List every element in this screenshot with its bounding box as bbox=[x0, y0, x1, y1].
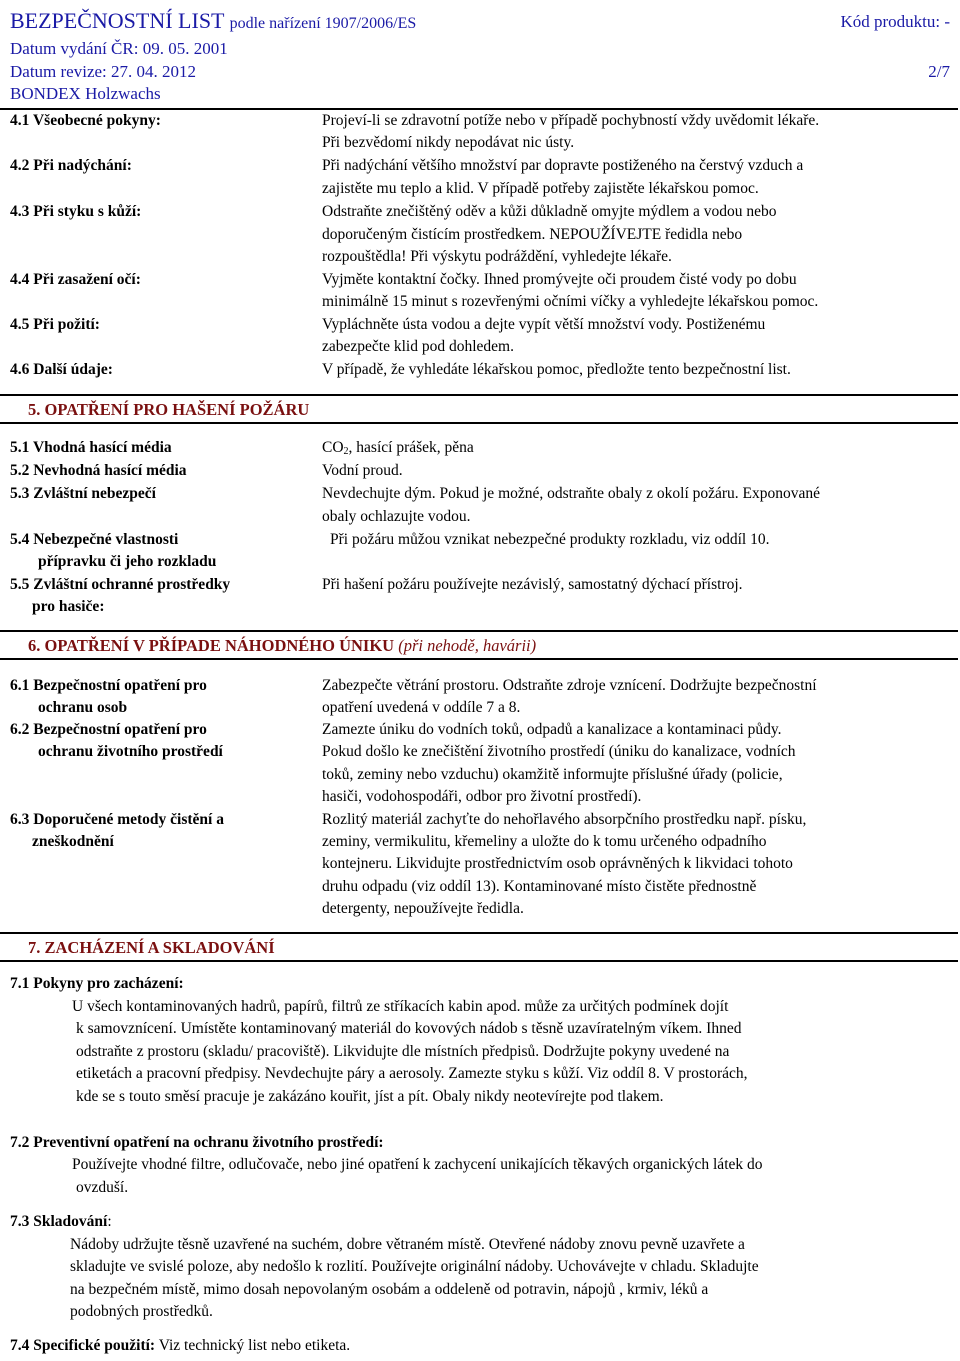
item-text: Při nadýchání většího množství par dopravte postiženého na čerstvý vzduch a bbox=[322, 157, 804, 174]
item-text: Pokud došlo ke znečištění životního prostředí (úniku do kanalizace, vodních bbox=[322, 743, 796, 760]
item-text: Vodní proud. bbox=[322, 462, 403, 479]
item-text: opatření uvedená v oddíle 7 a 8. bbox=[322, 699, 521, 716]
item-label: 4.1 Všeobecné pokyny: bbox=[10, 112, 161, 129]
item-label: 4.3 Při styku s kůží: bbox=[10, 203, 142, 220]
section-5-header bbox=[0, 394, 958, 424]
item-label: 5.3 Zvláštní nebezpečí bbox=[10, 485, 156, 502]
revision-date: Datum revize: 27. 04. 2012 bbox=[10, 62, 197, 81]
item-text: Při hašení požáru používejte nezávislý, samostatný dýchací přístroj. bbox=[322, 576, 743, 593]
item-text: obaly ochlazujte vodou. bbox=[322, 508, 471, 525]
item-text: Vyjměte kontaktní čočky. Ihned promývejte oči proudem čisté vody po dobu bbox=[322, 271, 797, 288]
paragraph-line: Používejte vhodné filtre, odlučovače, nebo jiné opatření k zachycení unikajících těkavých organických látek do bbox=[72, 1156, 763, 1173]
document-title: BEZPEČNOSTNÍ LIST podle nařízení 1907/2006/ES bbox=[10, 8, 417, 33]
item-label: 4.6 Další údaje: bbox=[10, 361, 113, 378]
paragraph-line: ovzduší. bbox=[76, 1179, 129, 1196]
item-text: Projeví-li se zdravotní potíže nebo v případě pochybností vždy uvědomit lékaře. bbox=[322, 112, 820, 129]
item-label: 6.2 Bezpečnostní opatření pro bbox=[10, 721, 207, 738]
paragraph-line: skladujte ve svislé poloze, aby nedošlo k rozlití. Používejte originální nádoby. Uchovávejte v chladu. Skladujte bbox=[70, 1258, 759, 1275]
item-label: 5.2 Nevhodná hasící média bbox=[10, 462, 187, 479]
section-7-header bbox=[0, 932, 958, 962]
item-text: Odstraňte znečištěný oděv a kůži důkladně omyjte mýdlem a vodou nebo bbox=[322, 203, 777, 220]
item-label: 4.5 Při požití: bbox=[10, 316, 100, 333]
section-7-title: 7. ZACHÁZENÍ A SKLADOVÁNÍ bbox=[28, 938, 275, 957]
item-label: ochranu osob bbox=[38, 699, 128, 716]
paragraph-line: U všech kontaminovaných hadrů, papírů, filtrů ze stříkacích kabin apod. může za určitých podmínek dojít bbox=[72, 998, 729, 1015]
item-text: Nevdechujte dým. Pokud je možné, odstraňte obaly z okolí požáru. Exponované bbox=[322, 485, 821, 502]
item-text: rozpouštědla! Při výskytu podráždění, vyhledejte lékaře. bbox=[322, 248, 672, 265]
item-text: Zamezte úniku do vodních toků, odpadů a kanalizace a kontaminaci půdy. bbox=[322, 721, 782, 738]
paragraph-line: podobných prostředků. bbox=[70, 1303, 213, 1320]
section-6-header bbox=[0, 630, 958, 660]
item-text: detergenty, nepoužívejte ředidla. bbox=[322, 900, 524, 917]
item-label: pro hasiče: bbox=[32, 598, 105, 615]
issue-date: Datum vydání ČR: 09. 05. 2001 bbox=[10, 39, 228, 58]
product-code: Kód produktu: - bbox=[840, 12, 950, 31]
subsection-label: 7.1 Pokyny pro zacházení: bbox=[10, 975, 184, 992]
item-label: 5.1 Vhodná hasící média bbox=[10, 439, 172, 456]
item-label: ochranu životního prostředí bbox=[38, 743, 223, 760]
item-text: Vypláchněte ústa vodou a dejte vypít větší množství vody. Postiženému bbox=[322, 316, 766, 333]
subsection-label: 7.2 Preventivní opatření na ochranu životního prostředí: bbox=[10, 1134, 384, 1151]
subsection-label: 7.4 Specifické použití: Viz technický list nebo etiketa. bbox=[10, 1337, 351, 1354]
item-label: 4.2 Při nadýchání: bbox=[10, 157, 132, 174]
item-label: 6.1 Bezpečnostní opatření pro bbox=[10, 677, 207, 694]
item-text: kontejneru. Likvidujte prostřednictvím osob oprávněných k likvidaci tohoto bbox=[322, 855, 793, 872]
item-text: zeminy, vermikulitu, křemeliny a uložte do k tomu určeného odpadního bbox=[322, 833, 767, 850]
page-number: 2/7 bbox=[928, 62, 950, 81]
item-text: zajistěte mu teplo a klid. V případě potřeby zajistěte lékařskou pomoc. bbox=[322, 180, 759, 197]
item-label: přípravku či jeho rozkladu bbox=[38, 553, 217, 570]
item-text: toků, zeminy nebo vzduchu) okamžitě informujte příslušné úřady (policie, bbox=[322, 766, 783, 783]
section-6-title: 6. OPATŘENÍ V PŘÍPADE NÁHODNÉHO ÚNIKU (při nehodě, havárii) bbox=[28, 636, 537, 655]
item-label: 4.4 Při zasažení očí: bbox=[10, 271, 141, 288]
paragraph-line: k samovznícení. Umístěte kontaminovaný materiál do kovových nádob s těsně uzavíratelným víkem. Ihned bbox=[76, 1020, 742, 1037]
item-text: druhu odpadu (viz oddíl 13). Kontaminované místo čistěte přednostně bbox=[322, 878, 757, 895]
item-text: zabezpečte klid pod dohledem. bbox=[322, 338, 514, 355]
item-label: 5.5 Zvláštní ochranné prostředky bbox=[10, 576, 231, 593]
paragraph-line: etiketách a pracovní předpisy. Nevdechujte páry a aerosoly. Zamezte styku s kůží. Viz oddíl 8. V prostorách, bbox=[76, 1065, 748, 1082]
paragraph-line: Nádoby udržujte těsně uzavřené na suchém, dobre větraném místě. Otevřené nádoby znovu pevně uzavřete a bbox=[70, 1236, 745, 1253]
item-text: $CO_2$, hasící prášek, pěna bbox=[322, 439, 474, 457]
item-text: Rozlitý materiál zachyťte do nehořlavého absorpčního prostředku např. písku, bbox=[322, 811, 807, 828]
item-label: 5.4 Nebezpečné vlastnosti bbox=[10, 531, 179, 548]
subsection-label: 7.3 Skladování: bbox=[10, 1213, 112, 1230]
item-text: V případě, že vyhledáte lékařskou pomoc, předložte tento bezpečnostní list. bbox=[322, 361, 791, 378]
item-text: Při požáru můžou vznikat nebezpečné produkty rozkladu, viz oddíl 10. bbox=[330, 531, 770, 548]
paragraph-line: na bezpečném místě, mimo dosah nepovolaným osobám a oddeleně od potravin, nápojů , krmiv, léků a bbox=[70, 1281, 709, 1298]
item-text: minimálně 15 minut s rozevřenými očními víčky a vyhledejte lékařskou pomoc. bbox=[322, 293, 819, 310]
item-label: 6.3 Doporučené metody čistění a bbox=[10, 811, 224, 828]
section-5-title: 5. OPATŘENÍ PRO HAŠENÍ POŽÁRU bbox=[28, 400, 310, 419]
item-text: hasiči, vodohospodáři, odbor pro životní prostředí). bbox=[322, 788, 642, 805]
product-name: BONDEX Holzwachs bbox=[10, 84, 161, 103]
item-text: Zabezpečte větrání prostoru. Odstraňte zdroje vznícení. Dodržujte bezpečnostní bbox=[322, 677, 817, 694]
item-label: zneškodnění bbox=[32, 833, 114, 850]
paragraph-line: kde se s touto směsí pracuje je zakázáno kouřit, jíst a pít. Obaly nikdy neotevírejte pod tlakem. bbox=[76, 1088, 664, 1105]
item-text: Při bezvědomí nikdy nepodávat nic ústy. bbox=[322, 134, 575, 151]
paragraph-line: odstraňte z prostoru (skladu/ pracoviště). Likvidujte dle místních předpisů. Dodržujte pokyny uvedené na bbox=[76, 1043, 730, 1060]
item-text: doporučeným čistícím prostředkem. NEPOUŽÍVEJTE ředidla nebo bbox=[322, 226, 743, 243]
